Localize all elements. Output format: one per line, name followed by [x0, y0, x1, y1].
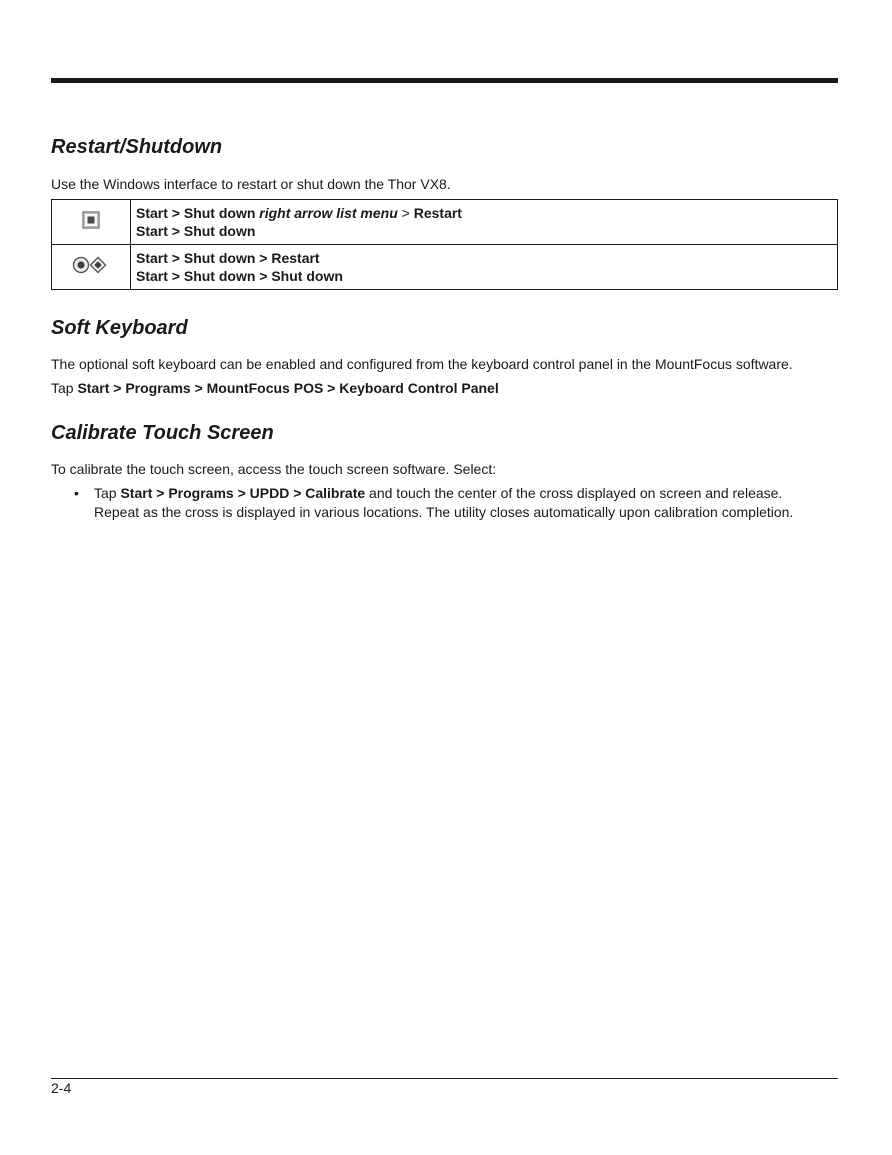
header-rule: [51, 78, 838, 83]
row1-line1-part-c: >: [397, 204, 414, 221]
calibrate-instruction-rest: and touch the center of the cross displayed on screen and release.: [365, 485, 783, 501]
table-row: [52, 200, 838, 245]
row2-line2: Start > Shut down > Shut down: [136, 268, 343, 284]
tap-prefix: Tap: [94, 485, 121, 501]
table-row: [52, 245, 838, 290]
soft-keyboard-tap-instruction: [51, 379, 499, 397]
calibrate-menu-path: Start > Programs > UPDD > Calibrate: [120, 485, 366, 501]
calibrate-instruction-line2: Repeat as the cross is displayed in various locations. The utility closes automatically upon calibration completion.: [94, 504, 794, 520]
soft-keyboard-heading: Soft Keyboard: [51, 317, 188, 339]
tap-prefix: Tap: [51, 380, 78, 396]
restart-shutdown-heading: Restart/Shutdown: [51, 136, 223, 158]
row1-line1-part-b: right arrow list menu: [259, 204, 398, 221]
row1-line1-part-a: Start > Shut down: [136, 204, 260, 221]
restart-shutdown-table: [51, 199, 838, 290]
restart-shutdown-intro: Use the Windows interface to restart or shut down the Thor VX8.: [51, 176, 451, 192]
page-number: 2-4: [51, 1080, 72, 1096]
keyboard-menu-path: Start > Programs > MountFocus POS > Keyboard Control Panel: [77, 380, 499, 396]
row1-text-cell: [131, 200, 838, 245]
row1-line2: Start > Shut down: [136, 223, 256, 239]
row2-line1: Start > Shut down > Restart: [136, 249, 320, 266]
icon-cell: [52, 200, 131, 245]
soft-keyboard-intro: The optional soft keyboard can be enabled and configured from the keyboard control panel in the MountFocus software.: [51, 356, 793, 372]
row2-text-cell: [131, 245, 838, 290]
windows-power-options-icon: [72, 262, 110, 279]
calibrate-heading: Calibrate Touch Screen: [51, 422, 274, 444]
footer-rule: [51, 1078, 838, 1079]
row1-line1-part-d: Restart: [413, 204, 462, 221]
icon-cell: [52, 245, 131, 290]
calibrate-instruction: [94, 484, 793, 522]
windows-stop-icon: [82, 216, 100, 233]
calibrate-intro: To calibrate the touch screen, access the touch screen software. Select:: [51, 461, 497, 477]
bullet-dot: •: [74, 485, 79, 501]
